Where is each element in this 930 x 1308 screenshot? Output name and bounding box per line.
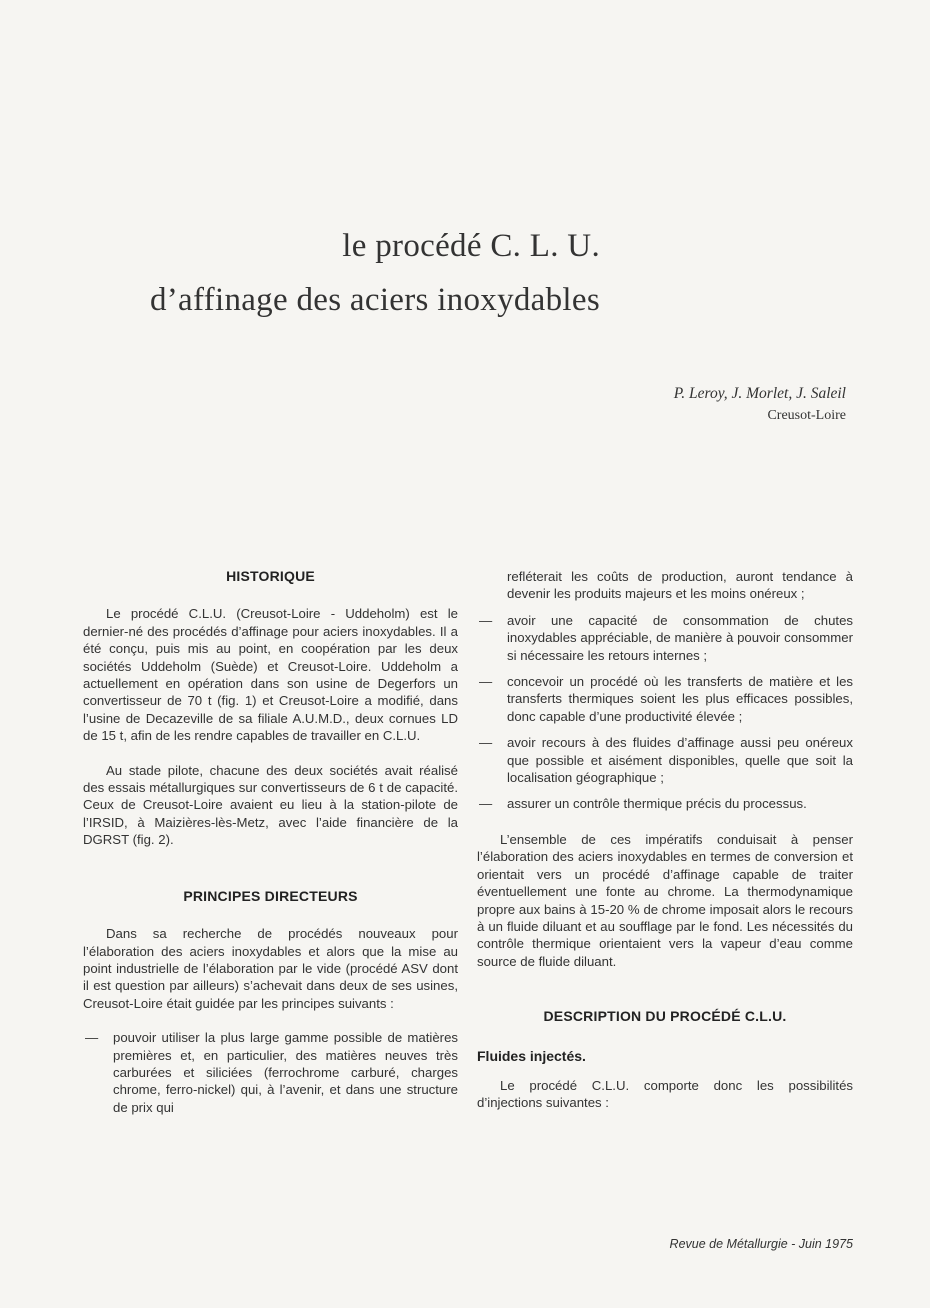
list-item — [477, 734, 853, 786]
list-item-text: avoir recours à des fluides d’affinage aussi peu onéreux que possible et aisément disponibles, quelle que soit la localisation géographique ; — [507, 735, 853, 786]
dash-mark: — — [479, 735, 493, 751]
list-item — [83, 1029, 458, 1116]
page-footer: Revue de Métallurgie - Juin 1975 — [669, 1237, 853, 1251]
paragraph-historique-1: Le procédé C.L.U. (Creusot-Loire - Uddeholm) est le dernier-né des procédés d’affinage pour aciers inoxydables. Il a été conçu, puis mis au point, en coopération par les deux sociétés Uddeholm (Suède) et Creusot-Loire. Uddeholm a actuellement en opération dans son usine de Degerfors un convertisseur de 70 t (fig. 1) et Creusot-Loire a modifié, dans l’usine de Decazeville de sa filiale A.U.M.D., deux cornues LD de 15 t, afin de les rendre capables de travailler en C.L.U. — [83, 606, 458, 744]
list-item — [477, 795, 853, 812]
list-item — [477, 612, 853, 664]
list-item-text: concevoir un procédé où les transferts de matière et les transferts thermiques soient les plus efficaces possibles, donc capable d’une productivité élevée ; — [507, 674, 853, 724]
subheading-fluides: Fluides injectés. — [477, 1047, 586, 1064]
list-item-text: pouvoir utiliser la plus large gamme possible de matières premières et, en particulier, des matières neuves très carburées et siliciées (ferrochrome carburé, charges chrome, ferro-nickel) qui, à l’avenir, et dans une structure de prix qui — [113, 1030, 458, 1115]
list-item-text: assurer un contrôle thermique précis du processus. — [507, 796, 807, 812]
list-item-text: refléterait les coûts de production, auront tendance à devenir les produits majeurs et les moins onéreux ; — [507, 569, 853, 602]
paragraph-historique-2: Au stade pilote, chacune des deux sociétés avait réalisé des essais métallurgiques sur convertisseurs de 6 t de capacité. Ceux de Creusot-Loire avaient eu lieu à la station-pilote de l’IRSID, à Maizières-lès-Metz, avec l’aide financière de la DGRST (fig. 2). — [83, 762, 458, 848]
paragraph-principes-intro: Dans sa recherche de procédés nouveaux pour l’élaboration des aciers inoxydables et alors que la mise au point industrielle de l’élaboration par le vide (procédé ASV dont il est question par ailleurs) s’achevait dans deux de ses usines, Creusot-Loire était guidée par les principes suivants : — [83, 926, 458, 1011]
author-names: P. Leroy, J. Morlet, J. Saleil — [673, 385, 846, 402]
paragraph-imperatifs: L’ensemble de ces impératifs conduisait à penser l’élaboration des aciers inoxydables en termes de conversion et orientait vers un procédé d’affinage capable de traiter éventuellement une fonte au chrome. La thermodynamique propre aux bains à 15-20 % de chrome imposait alors le recours à un fluide diluant et au soufflage par le fond. Les nécessités du contrôle thermique orientaient vers la vapeur d’eau comme source de fluide diluant. — [477, 831, 853, 969]
dash-mark: — — [479, 674, 493, 690]
title-line-1: le procédé C. L. U. — [342, 228, 600, 264]
section-heading-description: DESCRIPTION DU PROCÉDÉ C.L.U. — [543, 1008, 787, 1025]
paragraph-fluides: Le procédé C.L.U. comporte donc les possibilités d’injections suivantes : — [477, 1077, 853, 1111]
section-heading-historique: HISTORIQUE — [226, 568, 315, 584]
dash-mark: — — [85, 1030, 99, 1046]
left-column — [83, 568, 458, 1116]
author-affiliation: Creusot-Loire — [767, 408, 846, 423]
list-item-continued — [477, 568, 853, 603]
dash-mark: — — [479, 612, 493, 628]
title-line-2: d’affinage des aciers inoxydables — [149, 282, 600, 318]
list-item-text: avoir une capacité de consommation de chutes inoxydables appréciable, de manière à pouvoir consommer si nécessaire les retours internes ; — [507, 612, 853, 663]
dash-mark: — — [479, 796, 493, 812]
right-column — [477, 568, 853, 1112]
list-item — [477, 673, 853, 725]
section-heading-principes: PRINCIPES DIRECTEURS — [183, 887, 358, 904]
author-block — [674, 384, 846, 428]
